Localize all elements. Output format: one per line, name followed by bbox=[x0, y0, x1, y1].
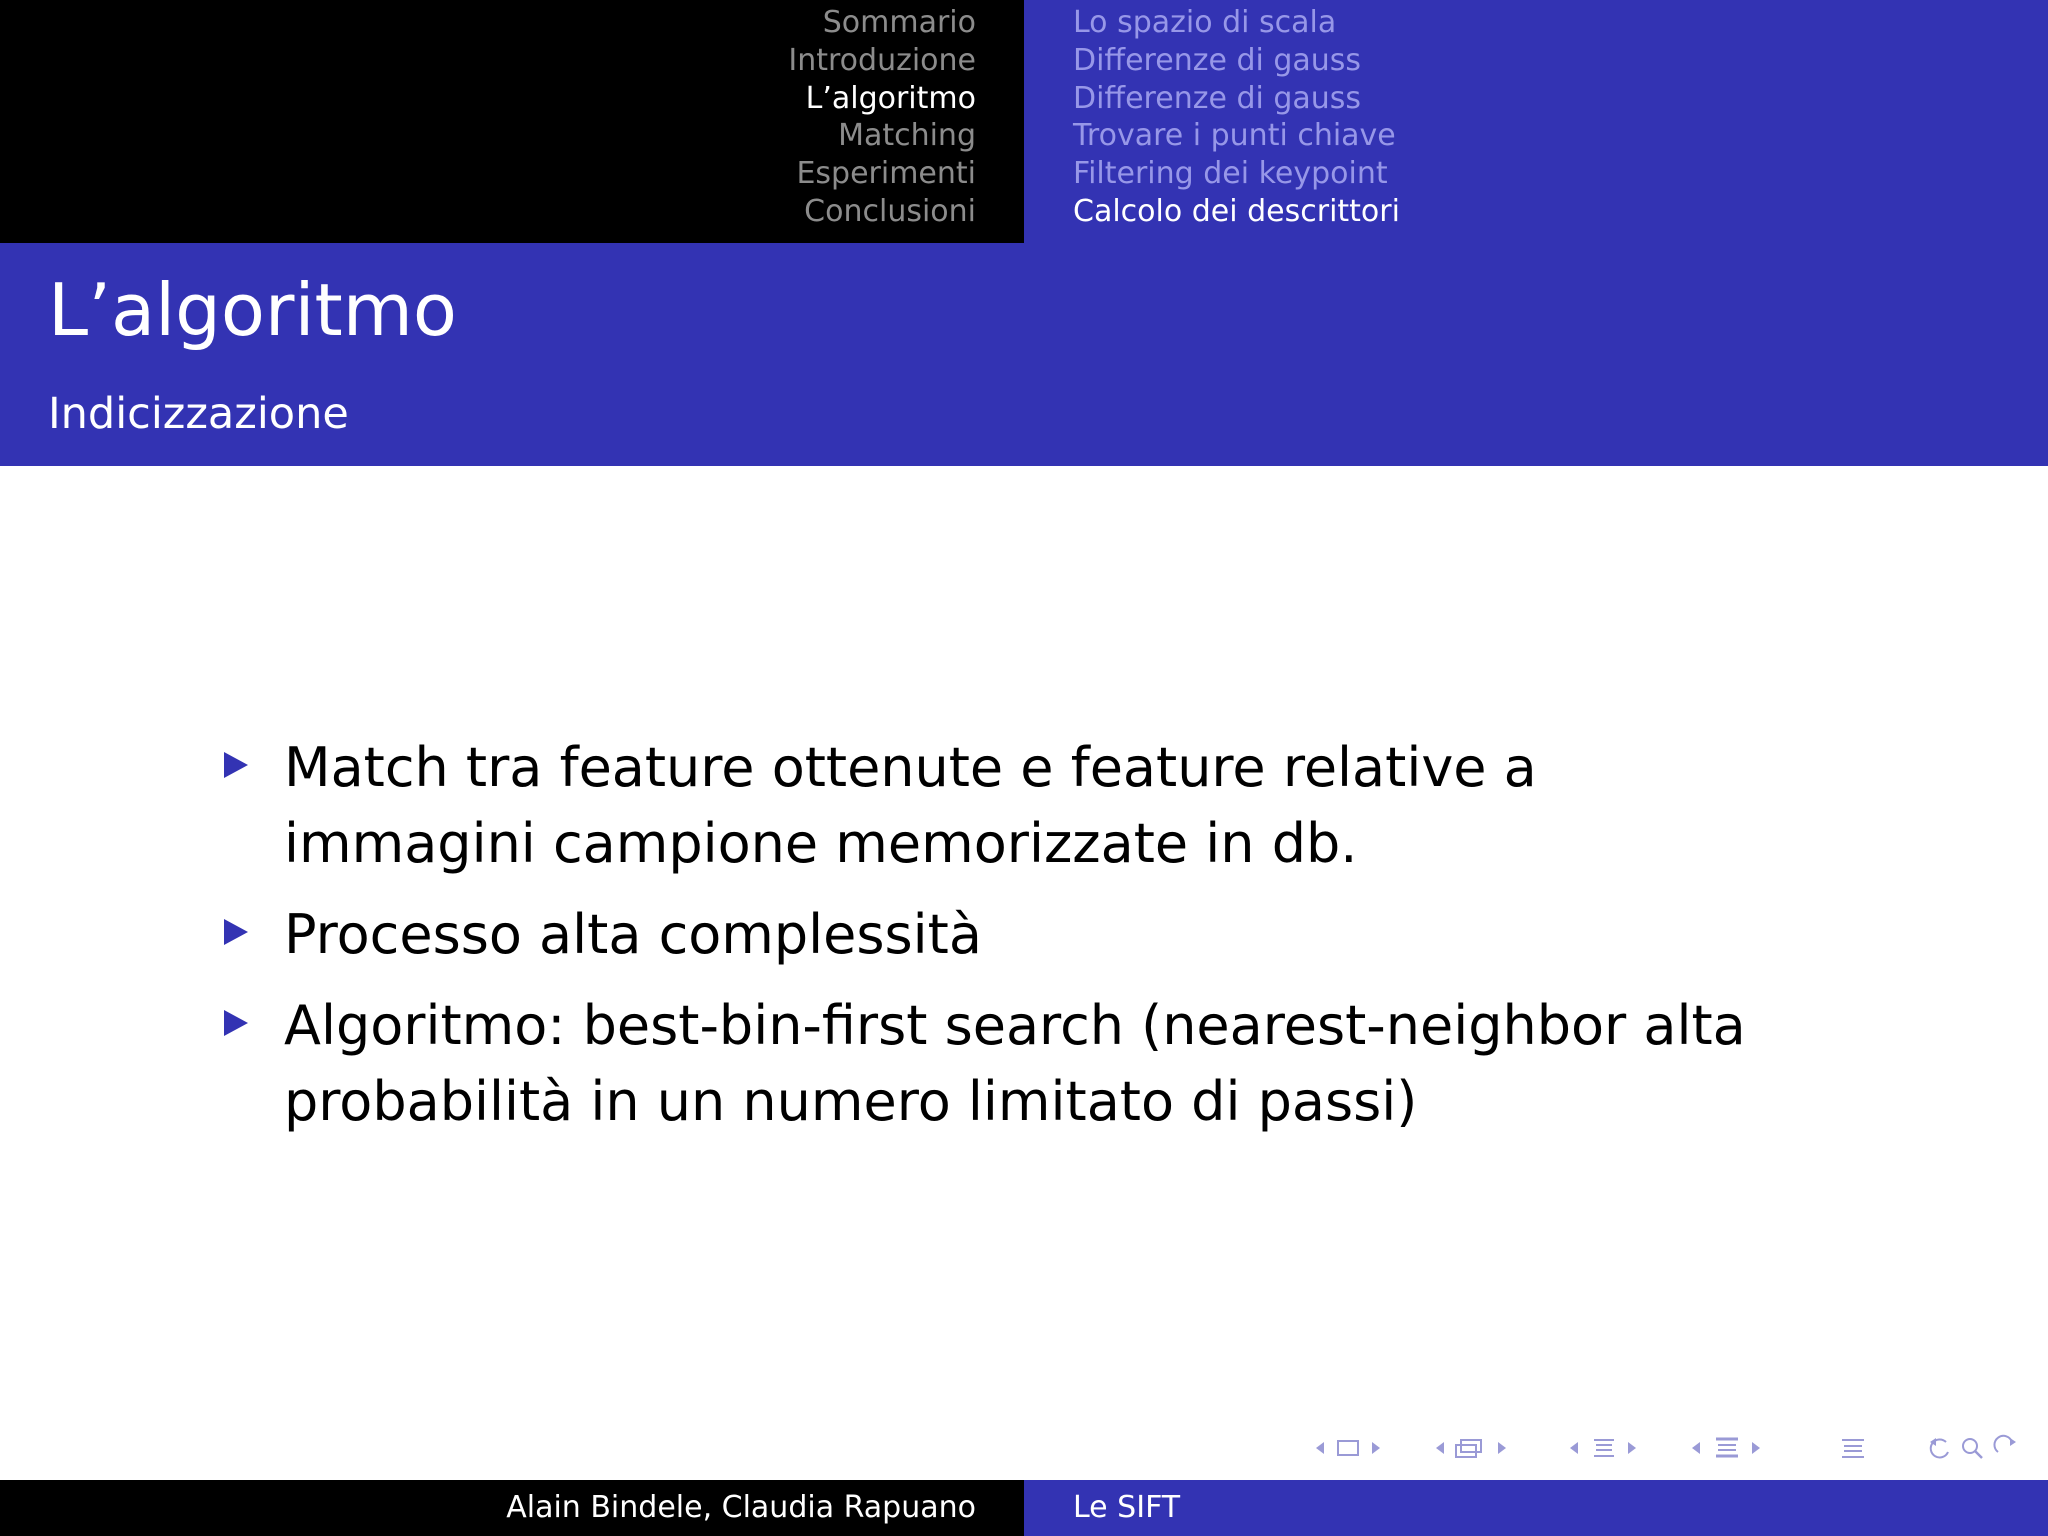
subsection-link-spazio-di-scala[interactable]: Lo spazio di scala bbox=[1073, 5, 1337, 40]
section-link-conclusioni[interactable]: Conclusioni bbox=[804, 193, 976, 229]
frame-nav-icon[interactable] bbox=[1432, 1432, 1518, 1464]
section-list bbox=[788, 4, 976, 231]
bullet-text: Processo alta complessità bbox=[284, 903, 982, 966]
bullet-item bbox=[220, 897, 1780, 973]
bullet-text: Match tra feature ottenute e feature relative a immagini campione memorizzate in db. bbox=[284, 736, 1537, 875]
subsection-link-filtering-keypoint[interactable]: Filtering dei keypoint bbox=[1073, 156, 1388, 192]
bullet-list bbox=[220, 730, 1780, 1155]
subsection-link-calcolo-descrittori[interactable]: Calcolo dei descrittori bbox=[1073, 193, 1400, 229]
section-link-introduzione[interactable]: Introduzione bbox=[788, 42, 976, 78]
headline-navigation bbox=[0, 0, 2048, 243]
frame-title-bar bbox=[0, 243, 2048, 466]
triangle-bullet-icon bbox=[224, 752, 248, 778]
subsection-navigation-panel bbox=[1024, 0, 2048, 243]
slide-title: L’algoritmo bbox=[48, 268, 457, 352]
triangle-bullet-icon bbox=[224, 1010, 248, 1036]
bullet-item bbox=[220, 988, 1780, 1140]
footline-title-panel bbox=[1024, 1480, 2048, 1536]
navigation-symbols bbox=[1310, 1432, 2038, 1464]
bullet-item bbox=[220, 730, 1780, 882]
section-link-matching[interactable]: Matching bbox=[838, 118, 976, 154]
slide-nav-icon[interactable] bbox=[1310, 1432, 1390, 1464]
subsection-link-differenze-di-gauss-2[interactable]: Differenze di gauss bbox=[1073, 80, 1362, 116]
section-link-sommario[interactable]: Sommario bbox=[822, 5, 976, 40]
footer-short-title: Le SIFT bbox=[1073, 1490, 1181, 1525]
section-nav-icon[interactable] bbox=[1688, 1432, 1772, 1464]
appendix-nav-icon[interactable] bbox=[1838, 1432, 1868, 1464]
slide-body bbox=[0, 466, 2048, 1448]
footline-author-panel bbox=[0, 1480, 1024, 1536]
section-link-esperimenti[interactable]: Esperimenti bbox=[796, 156, 976, 192]
bullet-text: Algoritmo: best-bin-first search (nearest-neighbor alta probabilità in un numero limitato di passi) bbox=[284, 994, 1746, 1133]
subsection-link-punti-chiave[interactable]: Trovare i punti chiave bbox=[1073, 118, 1396, 154]
subsection-list bbox=[1073, 4, 1400, 231]
section-navigation-panel bbox=[0, 0, 1024, 243]
subsection-nav-icon[interactable] bbox=[1566, 1432, 1646, 1464]
slide-subtitle: Indicizzazione bbox=[48, 389, 349, 439]
back-forward-search-icon[interactable] bbox=[1924, 1432, 2024, 1464]
triangle-bullet-icon bbox=[224, 919, 248, 945]
subsection-link-differenze-di-gauss-1[interactable]: Differenze di gauss bbox=[1073, 42, 1362, 78]
footline bbox=[0, 1480, 2048, 1536]
section-link-algoritmo[interactable]: L’algoritmo bbox=[805, 80, 976, 116]
footer-authors: Alain Bindele, Claudia Rapuano bbox=[506, 1490, 976, 1525]
